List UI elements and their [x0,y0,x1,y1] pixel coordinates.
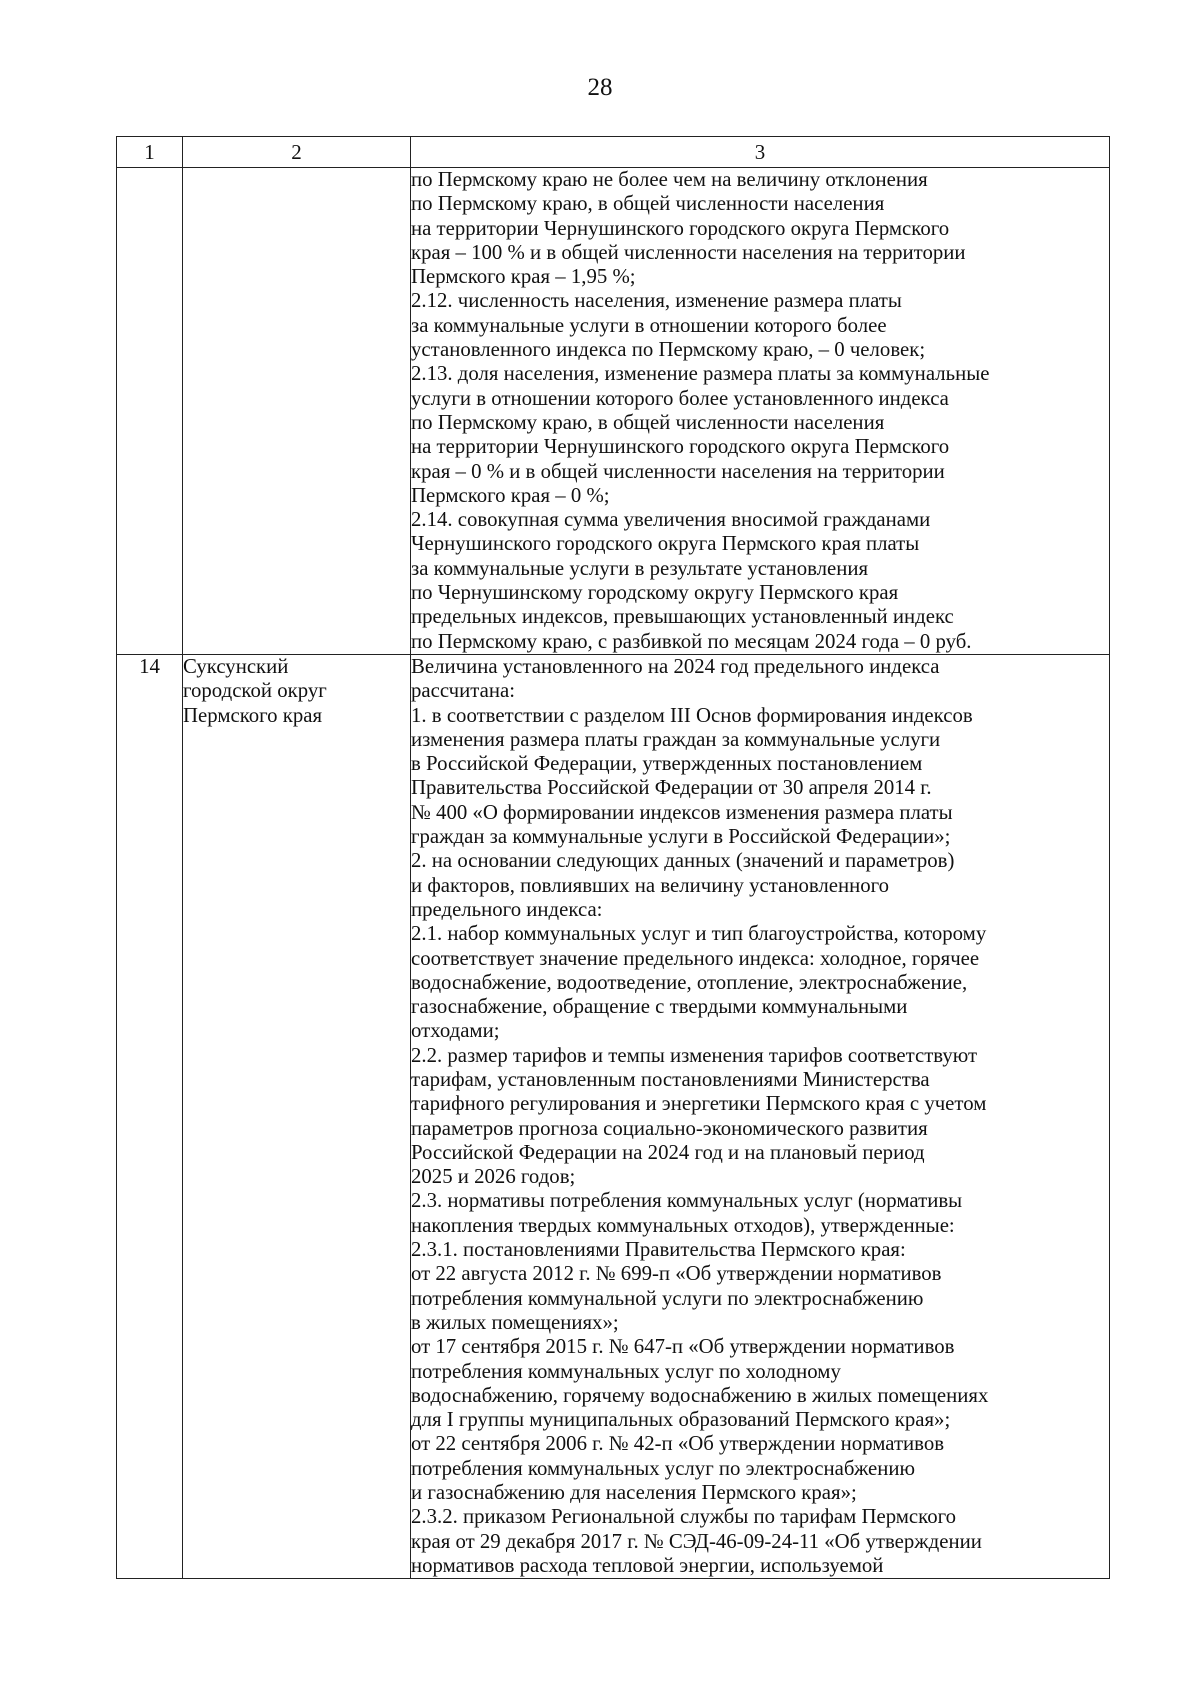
text-line: потребления коммунальных услуг по электроснабжению [411,1456,916,1480]
text-line: за коммунальные услуги в результате установления [411,556,869,580]
text-line: Чернушинского городского округа Пермского края платы [411,532,920,556]
text-line: в Российской Федерации, утвержденных постановлением [411,752,923,776]
text-line: 2025 и 2026 годов; [411,1165,576,1189]
text-line: Российской Федерации на 2024 год и на плановый период [411,1140,925,1164]
text-line: 2.3. нормативы потребления коммунальных услуг (нормативы [411,1189,963,1213]
text-line: на территории Чернушинского городского округа Пермского [411,216,950,240]
text-line: предельного индекса: [411,897,603,921]
header-col-1: 1 [117,137,183,168]
text-line: водоснабжение, водоотведение, отопление, электроснабжение, [411,970,968,994]
text-line: по Пермскому краю, в общей численности населения [411,192,885,216]
text-line: по Пермскому краю не более чем на величину отклонения [411,168,928,191]
text-line: 2.13. доля населения, изменение размера платы за коммунальные [411,362,990,386]
text-line: Величина установленного на 2024 год предельного индекса [411,654,940,678]
row-number [117,168,183,655]
text-line: и факторов, повлиявших на величину установленного [411,873,890,897]
text-line: предельных индексов, превышающих установленный индекс [411,605,954,629]
text-line: 2.12. численность населения, изменение размера платы [411,289,902,313]
table-row [117,168,1110,655]
text-line: потребления коммунальных услуг по холодному [411,1359,841,1383]
text-line: тарифного регулирования и энергетики Пермского края с учетом [411,1092,987,1116]
text-line: Пермского края – 0 %; [411,483,610,507]
text-line: потребления коммунальной услуги по электроснабжению [411,1286,924,1310]
text-line: граждан за коммунальные услуги в Российской Федерации»; [411,825,951,849]
text-line: рассчитана: [411,679,515,703]
text-line: края от 29 декабря 2017 г. № СЭД-46-09-24-11 «Об утверждении [411,1529,982,1553]
text-line: накопления твердых коммунальных отходов), утвержденные: [411,1213,955,1237]
text-line: установленного индекса по Пермскому краю, – 0 человек; [411,338,926,362]
text-line: изменения размера платы граждан за коммунальные услуги [411,727,941,751]
text-line: за коммунальные услуги в отношении которого более [411,313,887,337]
text-line: по Пермскому краю, в общей численности населения [411,410,885,434]
row-description [411,654,1110,1578]
table-row [117,654,1110,1578]
text-line: от 17 сентября 2015 г. № 647-п «Об утверждении нормативов [411,1335,955,1359]
text-line: по Чернушинскому городскому округу Пермского края [411,581,899,605]
text-line: водоснабжению, горячему водоснабжению в жилых помещениях [411,1383,989,1407]
page-number: 28 [587,74,613,101]
text-line: тарифам, установленным постановлениями Министерства [411,1067,930,1091]
text-line: 2.3.2. приказом Региональной службы по тарифам Пермского [411,1505,957,1529]
table-header-row [117,137,1110,168]
text-line: 2.1. набор коммунальных услуг и тип благоустройства, которому [411,922,987,946]
text-line: на территории Чернушинского городского округа Пермского [411,435,950,459]
document-table [116,136,1110,1579]
text-line: № 400 «О формировании индексов изменения размера платы [411,800,953,824]
text-line: в жилых помещениях»; [411,1310,619,1334]
text-line: услуги в отношении которого более установленного индекса [411,386,949,410]
text-line: от 22 сентября 2006 г. № 42-п «Об утверждении нормативов [411,1432,945,1456]
text-line: 2.2. размер тарифов и темпы изменения тарифов соответствуют [411,1043,978,1067]
text-line: по Пермскому краю, с разбивкой по месяцам 2024 года – 0 руб. [411,629,972,653]
text-line: 2.14. совокупная сумма увеличения вносимой гражданами [411,508,931,532]
text-line: для I группы муниципальных образований Пермского края»; [411,1408,951,1432]
text-line: 2. на основании следующих данных (значений и параметров) [411,849,955,873]
text-line: 2.3.1. постановлениями Правительства Пермского края: [411,1238,906,1262]
text-line: Правительства Российской Федерации от 30 апреля 2014 г. [411,776,932,800]
municipality-name [183,168,411,655]
text-line: газоснабжение, обращение с твердыми коммунальными [411,995,908,1019]
header-col-3: 3 [411,137,1110,168]
text-line: Суксунский [183,654,289,678]
text-line: края – 0 % и в общей численности населения на территории [411,459,945,483]
text-line: от 22 августа 2012 г. № 699-п «Об утверждении нормативов [411,1262,942,1286]
text-line: края – 100 % и в общей численности населения на территории [411,240,966,264]
municipality-name [183,654,411,1578]
header-col-2: 2 [183,137,411,168]
text-line: и газоснабжению для населения Пермского края»; [411,1481,857,1505]
text-line: Пермского края [183,703,323,727]
text-line: параметров прогноза социально-экономического развития [411,1116,928,1140]
text-line: отходами; [411,1019,500,1043]
text-line: нормативов расхода тепловой энергии, используемой [411,1553,884,1577]
row-number: 14 [117,654,183,1578]
text-line: соответствует значение предельного индекса: холодное, горячее [411,946,980,970]
text-line: городской округ [183,679,327,703]
text-line: Пермского края – 1,95 %; [411,265,636,289]
text-line: 1. в соответствии с разделом III Основ формирования индексов [411,703,973,727]
row-description [411,168,1110,655]
